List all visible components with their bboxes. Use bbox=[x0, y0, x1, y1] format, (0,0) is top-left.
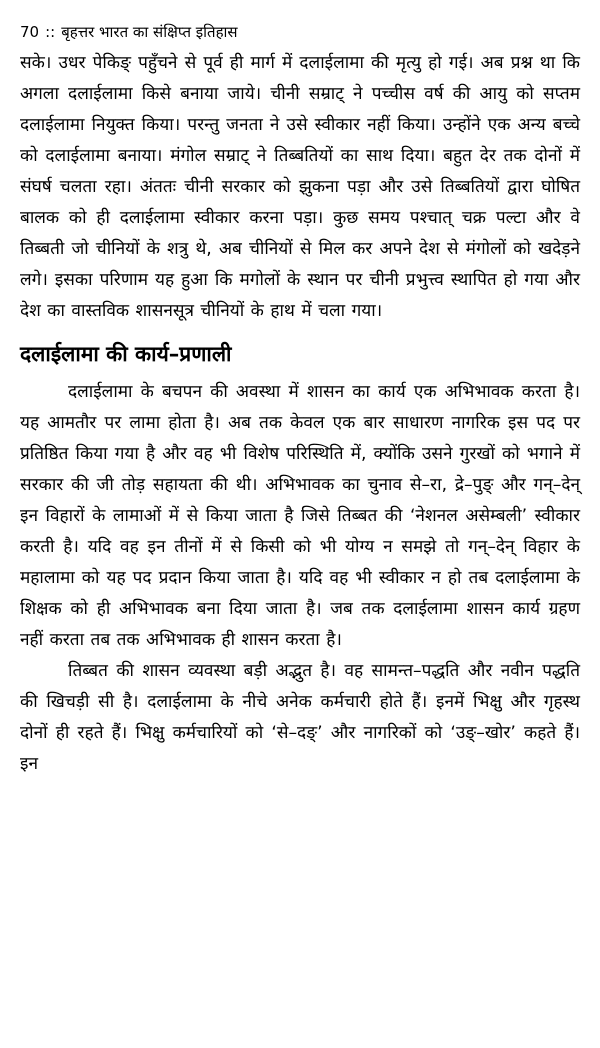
book-title: बृहत्तर भारत का संक्षिप्त इतिहास bbox=[61, 23, 238, 41]
running-head bbox=[20, 22, 580, 42]
running-head-separator: :: bbox=[45, 23, 56, 41]
paragraph-administration: तिब्बत की शासन व्यवस्था बड़ी अद्भुत है। वह सामन्त–पद्धति और नवीन पद्धति की खिचड़ी सी है। दलाईलामा के नीचे अनेक कर्मचारी होते हैं। इनमें भिक्षु और गृहस्थ दोनों ही रहते हैं। भिक्षु कर्मचारियों को ‘से–दङ्’ और नागरिकों को ‘उङ्–खोर’ कहते हैं। इन bbox=[20, 661, 580, 774]
section-heading: दलाईलामा की कार्य–प्रणाली bbox=[20, 342, 232, 366]
paragraph-continued: सके। उधर पेकिङ् पहुँचने से पूर्व ही मार्ग में दलाईलामा की मृत्यु हो गई। अब प्रश्न था कि अगला दलाईलामा किसे बनाया जाये। चीनी सम्राट् ने पच्चीस वर्ष की आयु को सप्तम दलाईलामा नियुक्त किया। परन्तु जनता ने उसे स्वीकार नहीं किया। उन्होंने एक अन्य बच्चे को दलाईलामा बनाया। मंगोल सम्राट् ने तिब्बतियों का साथ दिया। बहुत देर तक दोनों में संघर्ष चलता रहा। अंततः चीनी सरकार को झुकना पड़ा और उसे तिब्बतियों द्वारा घोषित बालक को ही दलाईलामा स्वीकार करना पड़ा। कुछ समय पश्चात् चक्र पल्टा और वे तिब्बती जो चीनियों के शत्रु थे, अब चीनियों से मिल कर अपने देश से मंगोलों को खदेड़ने लगे। इसका परिणाम यह हुआ कि मगोलों के स्थान पर चीनी प्रभुत्त्व स्थापित हो गया और देश का वास्तविक शासनसूत्र चीनियों के हाथ में चला गया। bbox=[20, 53, 580, 321]
page-number: 70 bbox=[20, 23, 40, 41]
paragraph-regent: दलाईलामा के बचपन की अवस्था में शासन का कार्य एक अभिभावक करता है। यह आमतौर पर लामा होता है। अब तक केवल एक बार साधारण नागरिक इस पद पर प्रतिष्ठित किया गया है और वह भी विशेष परिस्थिति में, क्योंकि उसने गुरखों को भगाने में सरकार की जी तोड़ सहायता की थी। अभिभावक का चुनाव से–रा, द्रे–पुङ् और गन्–देन् इन विहारों के लामाओं में से किया जाता है जिसे तिब्बत की ‘नेशनल असेम्बली’ स्वीकार करती है। यदि वह इन तीनों में से किसी को भी योग्य न समझे तो गन्–देन् विहार के महालामा को यह पद प्रदान किया जाता है। यदि वह भी स्वीकार न हो तब दलाईलामा के शिक्षक को ही अभिभावक बना दिया जाता है। जब तक दलाईलामा शासन कार्य ग्रहण नहीं करता तब तक अभिभावक ही शासन करता है। bbox=[20, 382, 580, 650]
